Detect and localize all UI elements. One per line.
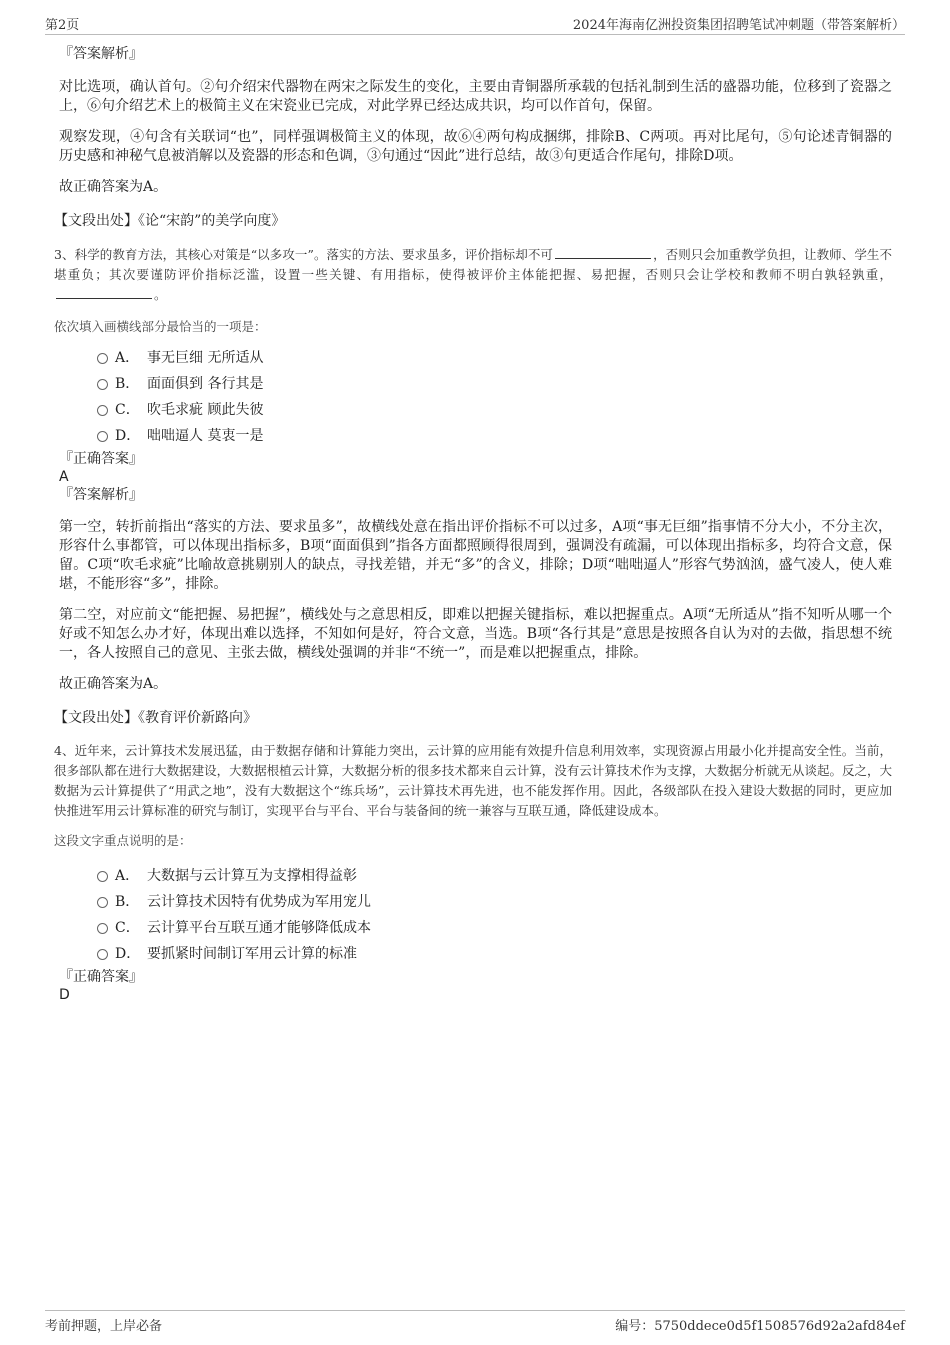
question-4-text: 4、近年来，云计算技术发展迅猛，由于数据存储和计算能力突出，云计算的应用能有效提升信息利用效率，实现资源占用最小化并提高安全性。当前，很多部队都在进行大数据建设，大数据根植云计算，大数据分析的很多技术都来自云计算，没有云计算技术作为支撑，大数据分析就无从谈起。反之，大数据为云计算提供了“用武之地”，没有大数据这个“练兵场”，云计算技术再先进，也不能发挥作用。因此，各级部队在投入建设大数据的同时，更应加快推进军用云计算标准的研究与制订，实现平台与平台、平台与装备间的统一兼容与互联互通，降低建设成本。 bbox=[54, 743, 892, 818]
option-b[interactable]: B． 云计算技术因特有优势成为军用宠儿 bbox=[97, 889, 892, 915]
analysis-label: 『答案解析』 bbox=[59, 46, 143, 62]
page-footer bbox=[45, 1310, 905, 1336]
option-d[interactable]: D． 要抓紧时间制订军用云计算的标准 bbox=[97, 941, 892, 967]
correct-answer: D bbox=[59, 987, 70, 1003]
option-a[interactable]: A． 事无巨细 无所适从 bbox=[97, 345, 892, 371]
question-3-prompt: 依次填入画横线部分最恰当的一项是： bbox=[54, 319, 267, 334]
radio-button[interactable] bbox=[97, 431, 108, 442]
question-4-prompt: 这段文字重点说明的是： bbox=[54, 833, 192, 848]
source-citation: 【文段出处】《论“宋韵”的美学向度》 bbox=[54, 213, 286, 229]
radio-button[interactable] bbox=[97, 923, 108, 934]
document-id: 编号：5750ddece0d5f1508576d92a2afd84ef bbox=[615, 1319, 905, 1334]
answer-conclusion: 故正确答案为A。 bbox=[59, 676, 168, 692]
analysis-paragraph: 第二空，对应前文“能把握、易把握”，横线处与之意思相反，即难以把握关键指标，难以把握重点。A项“无所适从”指不知听从哪一个好或不知怎么办才好，体现出难以选择，不知如何是好，符合文意，当选。B项“各行其是”意思是按照各自认为对的去做，指思想不统一，各人按照自己的意见、主张去做，横线处强调的并非“不统一”，而是难以把握重点，排除。 bbox=[59, 607, 892, 661]
document-body bbox=[54, 44, 892, 1003]
fill-blank bbox=[555, 246, 651, 259]
correct-answer-label: 『正确答案』 bbox=[59, 969, 143, 985]
page-header bbox=[45, 14, 905, 35]
answer-conclusion: 故正确答案为A。 bbox=[59, 179, 168, 195]
radio-button[interactable] bbox=[97, 405, 108, 416]
option-c[interactable]: C． 吹毛求疵 顾此失彼 bbox=[97, 397, 892, 423]
analysis-paragraph: 观察发现，④句含有关联词“也”，同样强调极简主义的体现，故⑥④两句构成捆绑，排除B、C两项。再对比尾句，⑤句论述青铜器的历史感和神秘气息被消解以及瓷器的形态和色调，③句通过“因此”进行总结，故③句更适合作尾句，排除D项。 bbox=[59, 129, 892, 164]
radio-button[interactable] bbox=[97, 379, 108, 390]
analysis-paragraph: 对比选项，确认首句。②句介绍宋代器物在两宋之际发生的变化，主要由青铜器所承载的包括礼制到生活的盛器功能，位移到了瓷器之上，⑥句介绍艺术上的极简主义在宋瓷业已完成，对此学界已经达成共识，均可以作首句，保留。 bbox=[59, 79, 892, 114]
question-3-text: 3、科学的教育方法，其核心对策是“以多攻一”。落实的方法、要求虽多，评价指标却不可 ，否则只会加重教学负担，让教师、学生不堪重负；其次要谨防评价指标泛滥，设置一些关键、有用指标，使得被评价主体能把握、易把握，否则只会让学校和教师不明白孰轻孰重，。 bbox=[54, 247, 892, 302]
fill-blank bbox=[56, 286, 152, 299]
correct-answer-label: 『正确答案』 bbox=[59, 451, 143, 467]
radio-button[interactable] bbox=[97, 353, 108, 364]
question-3-options bbox=[57, 345, 892, 449]
correct-answer: A bbox=[59, 469, 69, 485]
option-b[interactable]: B． 面面俱到 各行其是 bbox=[97, 371, 892, 397]
footer-slogan: 考前押题，上岸必备 bbox=[45, 1319, 163, 1334]
page-number: 第2页 bbox=[45, 18, 80, 33]
option-c[interactable]: C． 云计算平台互联互通才能够降低成本 bbox=[97, 915, 892, 941]
source-citation: 【文段出处】《教育评价新路向》 bbox=[54, 710, 257, 726]
radio-button[interactable] bbox=[97, 897, 108, 908]
option-d[interactable]: D． 咄咄逼人 莫衷一是 bbox=[97, 423, 892, 449]
radio-button[interactable] bbox=[97, 949, 108, 960]
document-title: 2024年海南亿洲投资集团招聘笔试冲刺题（带答案解析） bbox=[572, 18, 905, 33]
analysis-paragraph: 第一空，转折前指出“落实的方法、要求虽多”，故横线处意在指出评价指标不可以过多，A项“事无巨细”指事情不分大小，不分主次，形容什么事都管，可以体现出指标多，B项“面面俱到”指各方面都照顾得很周到，强调没有疏漏，可以体现出指标多，均符合文意，保留。C项“吹毛求疵”比喻故意挑剔别人的缺点，寻找差错，并无“多”的含义，排除；D项“咄咄逼人”形容气势汹汹，盛气凌人，使人难堪，不能形容“多”，排除。 bbox=[59, 519, 892, 592]
radio-button[interactable] bbox=[97, 871, 108, 882]
question-4-options bbox=[57, 863, 892, 967]
analysis-label: 『答案解析』 bbox=[59, 487, 143, 503]
option-a[interactable]: A． 大数据与云计算互为支撑相得益彰 bbox=[97, 863, 892, 889]
